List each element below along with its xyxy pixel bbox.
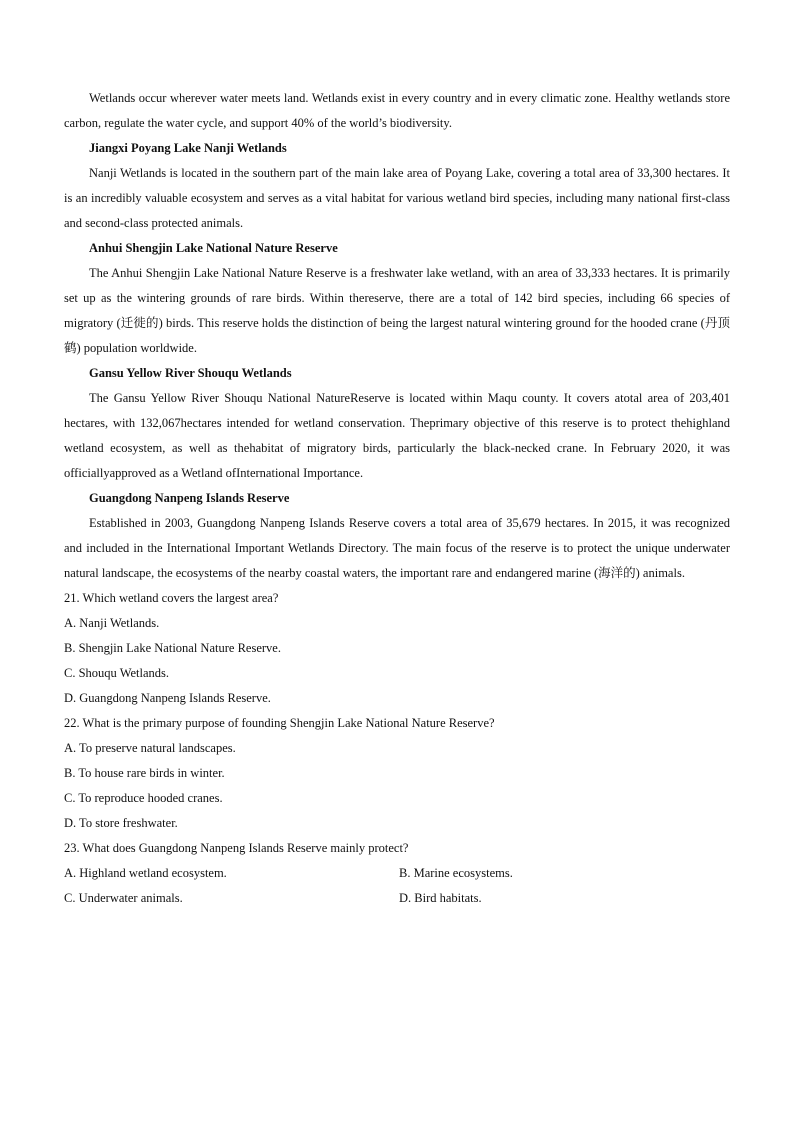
section-heading-shouqu: Gansu Yellow River Shouqu Wetlands	[89, 366, 292, 380]
section-heading-nanji: Jiangxi Poyang Lake Nanji Wetlands	[89, 141, 287, 155]
question-23-row-1	[64, 861, 730, 886]
intro-paragraph: Wetlands occur wherever water meets land. Wetlands exist in every country and in every climatic zone. Healthy wetlands store carbon, regulate the water cycle, and support 40% of the world’s biodiversity.	[64, 91, 730, 130]
question-22-option-a: A. To preserve natural landscapes.	[64, 741, 236, 755]
section-text-nanpeng: Established in 2003, Guangdong Nanpeng Islands Reserve covers a total area of 35,679 hectares. In 2015, it was recognized and included in the International Important Wetlands Directory. The main focus of the reserve is to protect the unique underwater natural landscape, the ecosystems of the nearby coastal waters, the important rare and endangered marine (海洋的) animals.	[64, 516, 730, 580]
question-22-option-d: D. To store freshwater.	[64, 816, 178, 830]
question-22-stem: 22. What is the primary purpose of founding Shengjin Lake National Nature Reserve?	[64, 716, 495, 730]
section-text-shouqu: The Gansu Yellow River Shouqu National NatureReserve is located within Maqu county. It covers atotal area of 203,401 hectares, with 132,067hectares intended for wetland conservation. Theprimary objective of this reserve is to protect thehighland wetland ecosystem, as well as thehabitat of migratory birds, particularly the black-necked crane. In February 2020, it was officiallyapproved as a Wetland ofInternational Importance.	[64, 391, 730, 480]
section-text-nanji: Nanji Wetlands is located in the southern part of the main lake area of Poyang Lake, covering a total area of 33,300 hectares. It is an incredibly valuable ecosystem and serves as a vital habitat for various wetland bird species, including many national first-class and second-class protected animals.	[64, 166, 730, 230]
section-text-shengjin: The Anhui Shengjin Lake National Nature Reserve is a freshwater lake wetland, with an area of 33,333 hectares. It is primarily set up as the wintering grounds of rare birds. Within thereserve, there are a total of 142 bird species, including 66 species of migratory (迁徙的) birds. This reserve holds the distinction of being the largest natural wintering ground for the hooded crane (丹顶鹤) population worldwide.	[64, 266, 730, 355]
question-21-option-b: B. Shengjin Lake National Nature Reserve.	[64, 641, 281, 655]
question-21-option-d: D. Guangdong Nanpeng Islands Reserve.	[64, 691, 271, 705]
question-21-option-a: A. Nanji Wetlands.	[64, 616, 160, 630]
document-page	[64, 86, 730, 911]
question-21-option-c: C. Shouqu Wetlands.	[64, 666, 170, 680]
question-23-stem: 23. What does Guangdong Nanpeng Islands Reserve mainly protect?	[64, 841, 409, 855]
section-heading-nanpeng: Guangdong Nanpeng Islands Reserve	[89, 491, 290, 505]
question-23-row-2	[64, 886, 730, 911]
question-21-stem: 21. Which wetland covers the largest area?	[64, 591, 279, 605]
question-22-option-c: C. To reproduce hooded cranes.	[64, 791, 223, 805]
section-heading-shengjin: Anhui Shengjin Lake National Nature Reserve	[89, 241, 338, 255]
question-23-option-b: B. Marine ecosystems.	[399, 866, 513, 880]
question-23-option-d: D. Bird habitats.	[399, 891, 482, 905]
question-23-option-c: C. Underwater animals.	[64, 891, 183, 905]
question-23-option-a: A. Highland wetland ecosystem.	[64, 866, 227, 880]
question-22-option-b: B. To house rare birds in winter.	[64, 766, 225, 780]
